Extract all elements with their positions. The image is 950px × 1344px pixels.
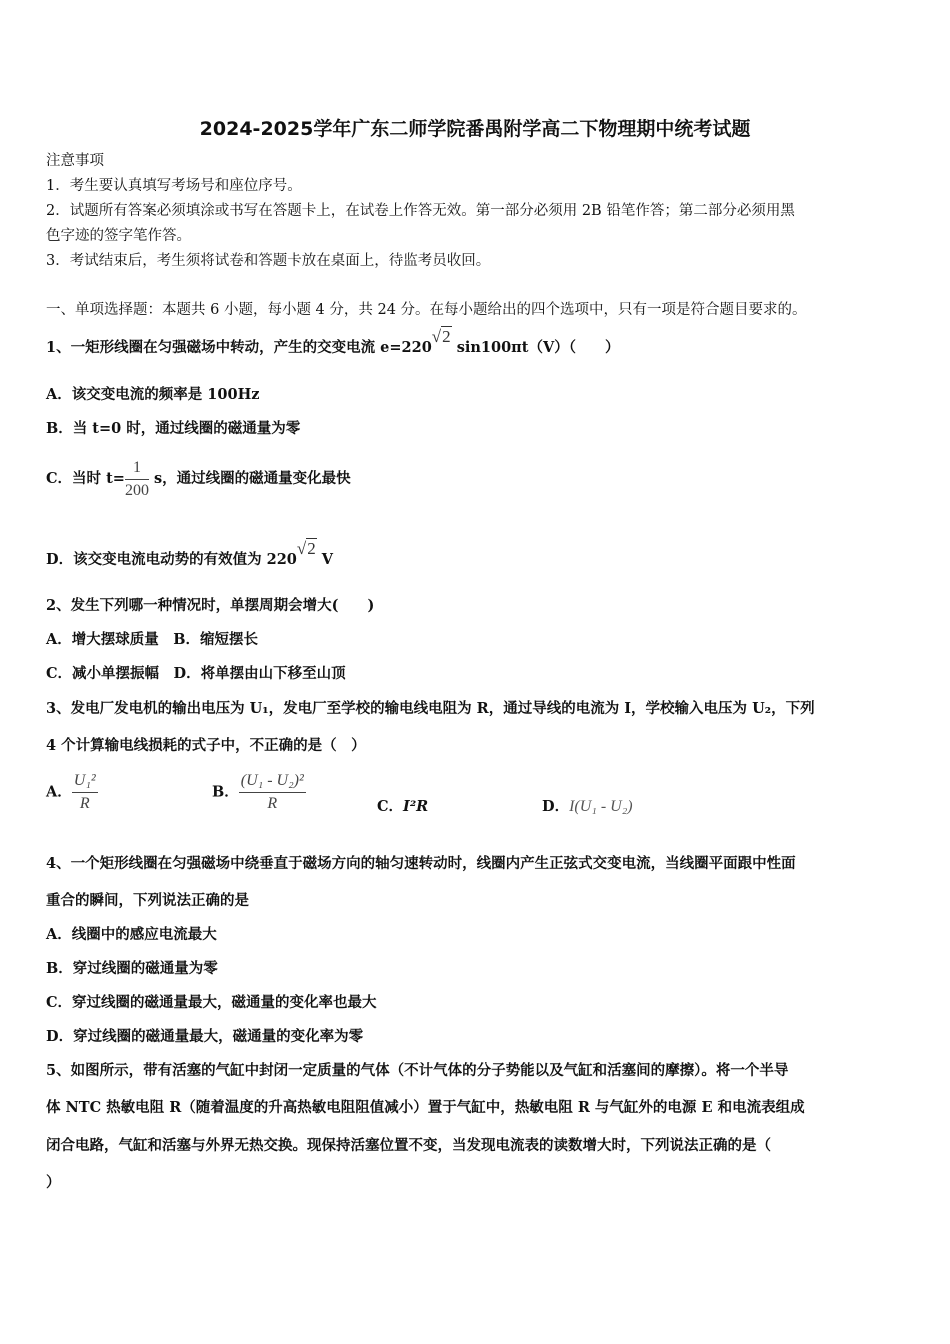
page-title: 2024-2025学年广东二师学院番禺附学高二下物理期中统考试题: [199, 118, 751, 140]
q3-option-c: [377, 795, 428, 816]
q1-option-c: [46, 454, 908, 504]
q3-option-b: [212, 770, 306, 815]
formula: I²R: [403, 798, 429, 815]
q1-option-d: [46, 539, 908, 570]
notice-item: 1．考生要认真填写考场号和座位序号。: [46, 178, 302, 194]
q4-option-a: A．线圈中的感应电流最大: [46, 926, 217, 943]
sqrt-radicand: 2: [307, 539, 316, 558]
fraction: [239, 770, 306, 815]
fraction-denominator: R: [79, 795, 90, 812]
formula: I(U₁ - U₂): [569, 798, 633, 815]
q1-stem-part: 1、一矩形线圈在匀强磁场中转动，产生的交变电流 e=220: [46, 339, 432, 356]
question-5-stem: 5、如图所示，带有活塞的气缸中封闭一定质量的气体（不计气体的分子势能以及气缸和活塞间的摩擦）。将一个半导: [46, 1062, 789, 1079]
fraction-numerator: 1: [125, 457, 149, 480]
question-3-stem: 4 个计算输电线损耗的式子中，不正确的是（ ）: [46, 737, 366, 754]
q4-option-c: C．穿过线圈的磁通量最大，磁通量的变化率也最大: [46, 994, 377, 1011]
question-4-stem: 重合的瞬间，下列说法正确的是: [46, 892, 249, 909]
option-label: A．: [46, 783, 72, 801]
sqrt-radicand: 2: [442, 327, 451, 346]
question-5-stem: ）: [46, 1174, 61, 1191]
fraction-numerator: (U₁ - U₂)²: [239, 770, 306, 793]
q1-stem-part: sin100πt（V）（ ）: [456, 339, 620, 356]
fraction: [72, 770, 98, 815]
fraction: [125, 457, 149, 502]
question-3-stem: 3、发电厂发电机的输出电压为 U₁，发电厂至学校的输电线电阻为 R，通过导线的电流为 I，学校输入电压为 U₂，下列: [46, 700, 815, 717]
notice-item: 2．试题所有答案必须填涂或书写在答题卡上，在试卷上作答无效。第一部分必须用 2B 铅笔作答；第二部分必须用黑: [46, 203, 795, 219]
q1-option-d-part: V: [321, 551, 334, 568]
section-heading: 一、单项选择题：本题共 6 小题，每小题 4 分，共 24 分。在每小题给出的四个选项中，只有一项是符合题目要求的。: [46, 302, 807, 318]
question-1-stem: [46, 327, 908, 358]
q3-option-a: [46, 770, 98, 815]
q1-option-d-part: D．该交变电流电动势的有效值为 220: [46, 551, 297, 568]
sqrt-symbol: √2: [431, 327, 451, 346]
question-2-stem: 2、发生下列哪一种情况时，单摆周期会增大( ): [46, 597, 375, 614]
notice-item: 3．考试结束后，考生须将试卷和答题卡放在桌面上，待监考员收回。: [46, 253, 491, 269]
question-5-stem: 闭合电路，气缸和活塞与外界无热交换。现保持活塞位置不变，当发现电流表的读数增大时，下列说法正确的是（: [46, 1137, 771, 1154]
fraction-denominator: 200: [124, 481, 149, 499]
q4-option-d: D．穿过线圈的磁通量最大，磁通量的变化率为零: [46, 1028, 364, 1045]
q3-option-d: [542, 795, 633, 816]
sqrt-symbol: √2: [296, 539, 316, 558]
option-label: C．: [377, 798, 404, 815]
option-label: B．: [212, 783, 239, 801]
q2-options-ab: A．增大摆球质量 B．缩短摆长: [46, 631, 259, 648]
question-5-stem: 体 NTC 热敏电阻 R（随着温度的升高热敏电阻阻值减小）置于气缸中，热敏电阻 R 与气缸外的电源 E 和电流表组成: [46, 1099, 805, 1116]
notice-item: 色字迹的签字笔作答。: [46, 228, 191, 244]
q2-options-cd: C．减小单摆振幅 D．将单摆由山下移至山顶: [46, 665, 346, 682]
notice-heading: 注意事项: [46, 153, 104, 169]
q1-option-b: B．当 t=0 时，通过线圈的磁通量为零: [46, 420, 301, 437]
question-4-stem: 4、一个矩形线圈在匀强磁场中绕垂直于磁场方向的轴匀速转动时，线圈内产生正弦式交变电流，当线圈平面跟中性面: [46, 855, 796, 872]
q1-option-a: A．该交变电流的频率是 100Hz: [46, 386, 260, 403]
fraction-numerator: U₁²: [72, 770, 98, 793]
fraction-denominator: R: [267, 795, 278, 812]
option-label: D．: [542, 798, 570, 815]
q1-option-c-part: s，通过线圈的磁通量变化最快: [154, 470, 351, 487]
q4-option-b: B．穿过线圈的磁通量为零: [46, 960, 218, 977]
q1-option-c-part: C．当时 t=: [46, 470, 125, 487]
